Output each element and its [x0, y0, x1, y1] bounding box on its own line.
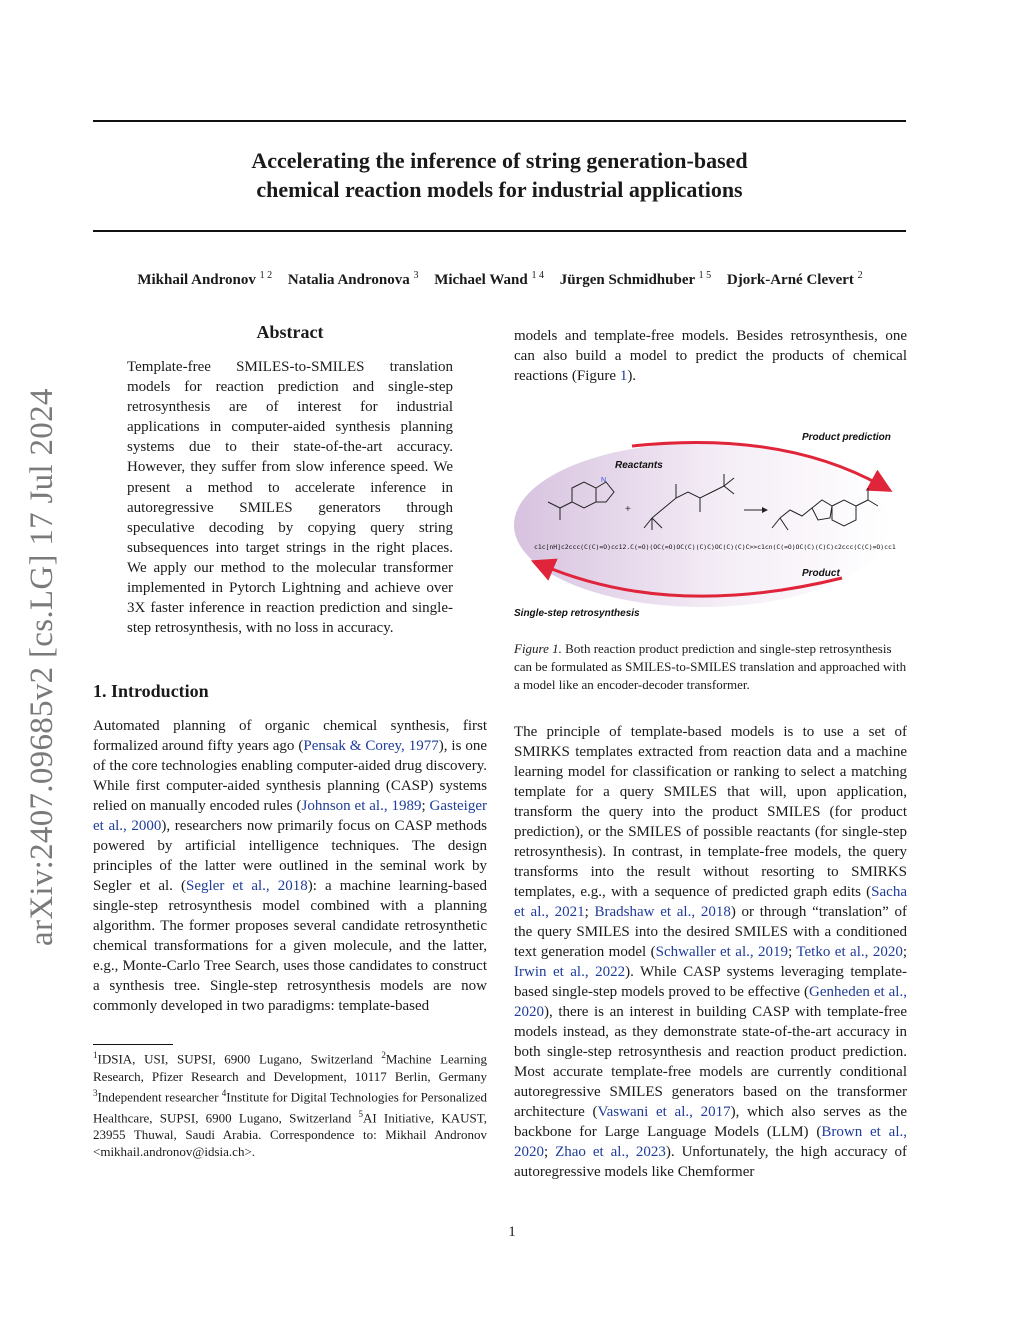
citation-link[interactable]: Irwin et al., 2022	[514, 964, 626, 980]
citation-link[interactable]: Schwaller et al., 2019	[655, 944, 789, 960]
nh-atom-label: N	[601, 477, 607, 484]
title-bottom-rule	[93, 230, 906, 232]
author: Jürgen Schmidhuber $^{1 5}$	[559, 270, 712, 288]
right-column-paragraph: The principle of template-based models is to use a set of SMIRKS templates extracted from reaction data and a machine learning model for classification or ranking to select a matching template for a query SMILES that will, upon application, transform the query into the product SMILES (for product prediction), or the SMILES of possible reactants (for single-step retrosynthesis). In contrast, in template-free models, the query transforms into the result without resorting to SMIRKS templates, e.g., with a sequence of predicted graph edits (Sacha et al., 2021; Bradshaw et al., 2018) or through “translation” of the query SMILES into the desired SMILES with a conditioned text generation model (Schwaller et al., 2019; Tetko et al., 2020; Irwin et al., 2022). While CASP systems leveraging template-based single-step models proved to be effective (Genheden et al., 2020), there is an interest in building CASP with template-free models instead, as they demonstrate state-of-the-art accuracy in both single-step retrosynthesis and reaction product prediction. Most accurate template-free models are currently conditional autoregressive SMILES generators based on the transformer architecture (Vaswani et al., 2017), which also serves as the backbone for Large Language Models (LLM) (Brown et al., 2020; Zhao et al., 2023). Unfortunately, the high accuracy of autoregressive models like Chemformer	[514, 724, 908, 1180]
footnote-rule	[93, 1044, 173, 1045]
citation-link[interactable]: Zhao et al., 2023	[555, 1144, 666, 1160]
citation-link[interactable]: Pensak & Corey, 1977	[303, 738, 439, 754]
arxiv-identifier: arXiv:2407.09685v2 [cs.LG] 17 Jul 2024	[24, 388, 60, 946]
citation-link[interactable]: Sacha et al., 2021	[514, 884, 907, 920]
product-prediction-label: Product prediction	[802, 432, 891, 443]
page-number: 1	[508, 1224, 516, 1240]
product-label: Product	[802, 568, 840, 579]
paper-title	[93, 146, 906, 204]
abstract-heading: Abstract	[256, 322, 324, 342]
title-top-rule	[93, 120, 906, 122]
citation-link[interactable]: Genheden et al., 2020	[514, 984, 907, 1020]
right-column-intro-continuation: models and template-free models. Besides retrosynthesis, one can also build a model to predict the products of chemical reactions (Figure 1).	[514, 328, 907, 384]
abstract-text: Template-free SMILES-to-SMILES translation models for reaction prediction and single-step retrosynthesis are of interest for industrial applications in computer-aided synthesis planning systems due to their state-of-the-art accuracy. However, they suffer from slow inference speed. We present a method to accelerate inference in autoregressive SMILES generators through speculative decoding by copying query string subsequences into target strings in the right places. We apply our method to the molecular transformer implemented in Pytorch Lightning and achieve over 3X faster inference in reaction prediction and single-step retrosynthesis, with no loss in accuracy.	[127, 359, 453, 637]
single-step-retrosynthesis-label: Single-step retrosynthesis	[514, 608, 640, 619]
author: Natalia Andronova $^3$	[287, 270, 419, 288]
citation-link[interactable]: Tetko et al., 2020	[796, 944, 903, 960]
author: Mikhail Andronov $^{1 2}$	[137, 270, 273, 288]
citation-link[interactable]: Bradshaw et al., 2018	[594, 904, 731, 920]
citation-link[interactable]: Segler et al., 2018	[186, 878, 308, 894]
figure-1-reaction-diagram	[512, 420, 912, 630]
figure-ref-link[interactable]: 1	[619, 368, 628, 384]
author: Djork-Arné Clevert $^2$	[726, 270, 863, 288]
author: Michael Wand $^{1 4}$	[434, 270, 544, 288]
figure-1-caption: Figure 1. Both reaction product prediction and single-step retrosynthesis can be formulated as SMILES-to-SMILES translation and approached with a model like an encoder-decoder transformer.	[514, 641, 907, 692]
title-line-1: Accelerating the inference of string generation-based	[251, 148, 748, 173]
citation-link[interactable]: Johnson et al., 1989	[301, 798, 422, 814]
reactants-label: Reactants	[615, 460, 663, 471]
citation-link[interactable]: Vaswani et al., 2017	[597, 1104, 731, 1120]
reaction-smiles-string: c1c[nH]c2ccc(C(C)=O)cc12.C(=O)(OC(=O)OC(C)(C)C)OC(C)(C)C>>c1cn(C(=O)OC(C)(C)C)c2ccc(C(C)=O)cc1	[534, 543, 896, 551]
intro-paragraph: Automated planning of organic chemical synthesis, first formalized around fifty years ago (Pensak & Corey, 1977), is one of the core technologies enabling computer-aided drug discovery. While first computer-aided synthesis planning (CASP) systems relied on manually encoded rules (Johnson et al., 1989; Gasteiger et al., 2000), researchers now primarily focus on CASP methods powered by artificial intelligence techniques. The design principles of the latter were outlined in the seminal work by Segler et al. (Segler et al., 2018): a machine learning-based single-step retrosynthesis model combined with a planning algorithm. The former proposes several candidate retrosynthetic chemical transformations for a given molecule, and the latter, e.g., Monte-Carlo Tree Search, uses those candidates to construct a synthesis tree. Single-step retrosynthesis models are now commonly developed in two paradigms: template-based	[93, 718, 488, 1014]
author-list	[60, 266, 940, 290]
citation-link[interactable]: Gasteiger et al., 2000	[93, 798, 488, 834]
plus-sign: +	[625, 504, 631, 515]
caption-label: Figure 1.	[514, 641, 562, 656]
figure-background-ellipse	[514, 443, 890, 607]
citation-link[interactable]: Brown et al., 2020	[514, 1124, 907, 1160]
affiliation-footnote: $^1$IDSIA, USI, SUPSI, 6900 Lugano, Switzerland $^2$Machine Learning Research, Pfizer Research and Development, 10117 Berlin, Germany $^3$Independent researcher $^4$Institute for Digital Technologies for Personalized Healthcare, SUPSI, 6900 Lugano, Switzerland $^5$AI Initiative, KAUST, 23955 Thuwal, Saudi Arabia. Correspondence to: Mikhail Andronov <mikhail.andronov@idsia.ch>.	[93, 1050, 488, 1160]
section-heading-introduction: 1. Introduction	[93, 681, 209, 701]
title-line-2: chemical reaction models for industrial applications	[256, 177, 743, 202]
